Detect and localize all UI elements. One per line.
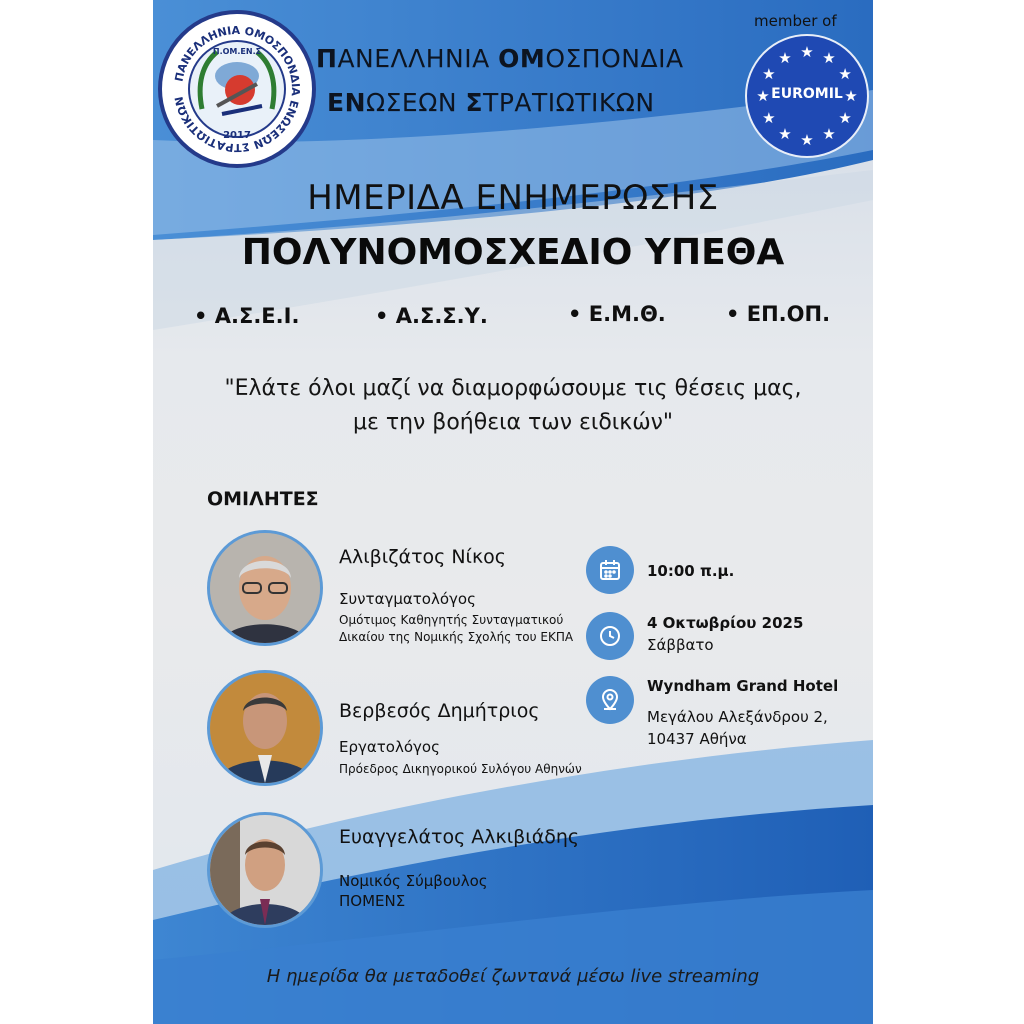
euromil-badge	[745, 34, 869, 158]
euromil-label: EUROMIL	[771, 86, 843, 102]
org-title-line1-text-0: ΑΝΕΛΛΗΝΙΑ	[337, 44, 499, 73]
event-poster	[153, 0, 873, 1024]
org-title-line2-text-1: ΤΡΑΤΙΩΤΙΚΩΝ	[483, 88, 655, 117]
euromil-star-icon: ★	[762, 65, 776, 83]
speakers-heading: ΟΜΙΛΗΤΕΣ	[207, 488, 319, 510]
bullet-assy: • Α.Σ.Σ.Υ.	[375, 304, 488, 328]
org-title-line2-bold-1: Σ	[465, 88, 484, 117]
euromil-star-icon: ★	[838, 109, 852, 127]
bullet-asei: • Α.Σ.Ε.Ι.	[194, 304, 300, 328]
speaker-name-3: Ευαγγελάτος Αλκιβιάδης	[339, 826, 580, 848]
bullet-emth: • Ε.Μ.Θ.	[568, 302, 666, 326]
euromil-star-icon: ★	[822, 125, 836, 144]
euromil-star-icon: ★	[756, 87, 770, 105]
pomens-logo	[158, 10, 316, 168]
euromil-star-icon: ★	[762, 109, 776, 127]
speaker-role-2: Εργατολόγος	[339, 738, 440, 756]
euromil-star-icon: ★	[778, 48, 792, 67]
streaming-note: Η ημερίδα θα μεταδοθεί ζωντανά μέσω live streaming	[266, 966, 760, 987]
logo-abbr: Π.ΟΜ.ΕΝ.Σ	[212, 47, 262, 56]
location-pin-icon	[586, 676, 634, 724]
speaker-photo-3	[207, 812, 323, 928]
org-title-line1-text-1: ΟΣΠΟΝΔΙΑ	[545, 44, 684, 73]
org-title-line1-bold-1: ΟΜ	[498, 44, 546, 73]
clock-icon	[586, 612, 634, 660]
speaker-name-1: Αλιβιζάτος Νίκος	[339, 546, 506, 568]
speaker-photo-1	[207, 530, 323, 646]
event-time: 10:00 π.μ.	[647, 562, 735, 580]
org-title-line2	[327, 88, 655, 117]
euromil-star-icon: ★	[800, 43, 814, 61]
euromil-star-icon: ★	[778, 125, 792, 144]
event-date: 4 Οκτωβρίου 2025	[647, 614, 804, 632]
euromil-star-icon: ★	[838, 65, 852, 83]
event-title: ΠΟΛΥΝΟΜΟΣΧΕΔΙΟ ΥΠΕΘΑ	[241, 232, 785, 273]
speaker-desc-3: ΠΟΜΕΝΣ	[339, 892, 406, 910]
org-title-line1-bold-0: Π	[316, 44, 338, 73]
speaker-desc-1: Ομότιμος Καθηγητής Συνταγματικού Δικαίου της Νομικής Σχολής του ΕΚΠΑ	[339, 613, 574, 644]
event-day: Σάββατο	[647, 636, 714, 654]
org-title-line2-bold-0: ΕΝ	[327, 88, 367, 117]
logo-year: 2017	[223, 130, 251, 141]
org-title-line2-text-0: ΩΣΕΩΝ	[366, 88, 466, 117]
member-of-label: member of	[754, 12, 837, 30]
event-venue: Wyndham Grand Hotel	[647, 677, 839, 695]
speaker-role-1: Συνταγματολόγος	[339, 590, 476, 608]
speaker-desc-2: Πρόεδρος Δικηγορικού Συλόγου Αθηνών	[339, 762, 582, 776]
pomens-emblem	[162, 14, 312, 164]
euromil-star-icon: ★	[844, 87, 858, 105]
calendar-icon	[586, 546, 634, 594]
event-subtitle: ΗΜΕΡΙΔΑ ΕΝΗΜΕΡΩΣΗΣ	[307, 178, 719, 218]
speaker-name-2: Βερβεσός Δημήτριος	[339, 700, 540, 722]
logo-ring-text: ΠΑΝΕΛΛΗΝΙΑ ΟΜΟΣΠΟΝΔΙΑ ΕΝΩΣΕΩΝ ΣΤΡΑΤΙΩΤΙΚΩΝ	[172, 23, 303, 155]
euromil-star-icon: ★	[822, 48, 836, 67]
bullet-epop: • ΕΠ.ΟΠ.	[726, 302, 831, 326]
speaker-photo-2	[207, 670, 323, 786]
event-quote: "Ελάτε όλοι μαζί να διαμορφώσουμε τις θέσεις μας, με την βοήθεια των ειδικών"	[224, 376, 802, 435]
org-title-line1	[316, 44, 684, 73]
euromil-star-icon: ★	[800, 131, 814, 149]
event-address: Μεγάλου Αλεξάνδρου 2, 10437 Αθήνα	[647, 708, 828, 748]
speaker-role-3: Νομικός Σύμβουλος	[339, 872, 488, 890]
